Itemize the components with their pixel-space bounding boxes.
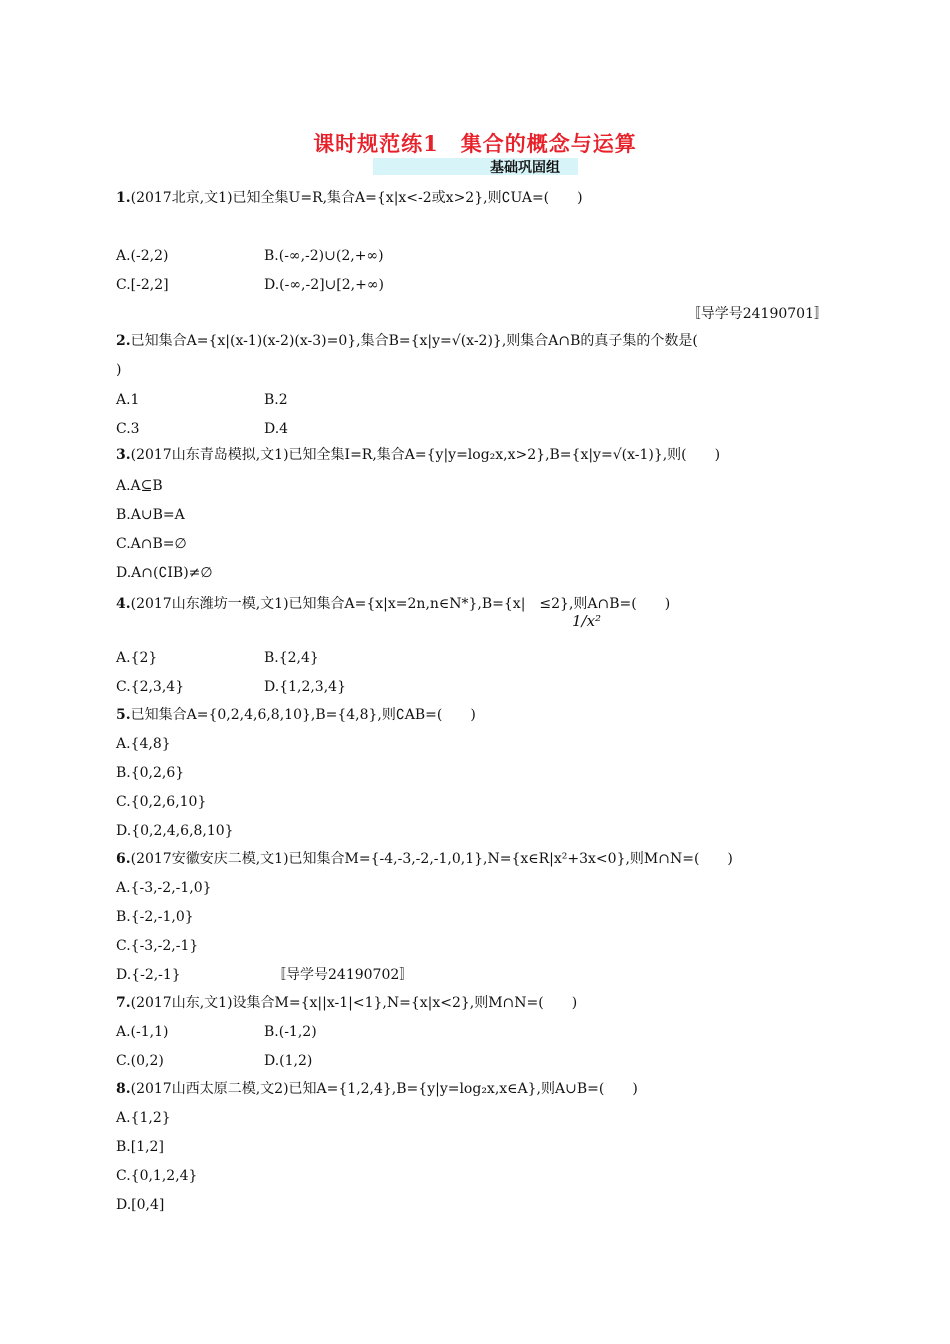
question-stem: (2017山东,文1)设集合M={x||x-1|<1},N={x|x<2},则M∩N=( )	[130, 995, 578, 1011]
option-a: A.(-2,2)	[116, 248, 169, 264]
option-a: A.{2}	[116, 650, 158, 666]
question-number: 2.	[116, 333, 131, 349]
guide-number: 〚导学号24190701〛	[686, 306, 828, 322]
guide-number: 〚导学号24190702〛	[272, 967, 414, 983]
option-a: A.{-3,-2,-1,0}	[116, 880, 212, 896]
option-c: C.{0,2,6,10}	[116, 794, 207, 810]
option-c: C.A∩B=∅	[116, 536, 187, 552]
question-5	[116, 705, 476, 725]
question-stem: (2017北京,文1)已知全集U=R,集合A={x|x<-2或x>2},则∁UA=( )	[130, 190, 583, 206]
option-b: B.(-1,2)	[264, 1024, 317, 1040]
question-number: 1.	[116, 190, 131, 206]
question-stem: (2017山东青岛模拟,文1)已知全集I=R,集合A={y|y=log₂x,x>2},B={x|y=√(x-1)},则( )	[130, 447, 721, 463]
option-d: D.4	[264, 421, 289, 437]
option-d: D.(1,2)	[264, 1053, 313, 1069]
option-c: C.{2,3,4}	[116, 679, 185, 695]
question-8	[116, 1079, 638, 1099]
question-stem: (2017山东潍坊一模,文1)已知集合A={x|x=2n,n∈N*},B={x| ≤2},则A∩B=( )	[130, 596, 671, 612]
fraction: 1/x²	[572, 612, 602, 630]
option-d: D.{0,2,4,6,8,10}	[116, 823, 234, 839]
option-b: B.(-∞,-2)∪(2,+∞)	[264, 248, 384, 264]
option-a: A.{1,2}	[116, 1110, 171, 1126]
question-6	[116, 849, 733, 869]
question-number: 6.	[116, 851, 131, 867]
question-7	[116, 993, 577, 1013]
question-number: 5.	[116, 707, 131, 723]
option-b: B.[1,2]	[116, 1139, 164, 1155]
option-c: C.3	[116, 421, 140, 437]
option-c: C.(0,2)	[116, 1053, 164, 1069]
option-b: B.A∪B=A	[116, 507, 185, 523]
option-b: B.{-2,-1,0}	[116, 909, 194, 925]
question-1	[116, 188, 583, 208]
option-a: A.(-1,1)	[116, 1024, 169, 1040]
option-d: D.[0,4]	[116, 1197, 165, 1213]
question-2	[116, 331, 698, 351]
question-stem: 已知集合A={0,2,4,6,8,10},B={4,8},则∁AB=( )	[130, 707, 476, 723]
option-a: A.A⊆B	[116, 478, 163, 494]
option-d: D.(-∞,-2]∪[2,+∞)	[264, 277, 384, 293]
option-d: D.{-2,-1}	[116, 967, 181, 983]
question-4	[116, 594, 670, 614]
question-stem-cont: )	[116, 362, 122, 378]
question-number: 7.	[116, 995, 131, 1011]
question-stem: (2017山西太原二模,文2)已知A={1,2,4},B={y|y=log₂x,x∈A},则A∪B=( )	[130, 1081, 638, 1097]
question-stem: 已知集合A={x|(x-1)(x-2)(x-3)=0},集合B={x|y=√(x-2)},则集合A∩B的真子集的个数是(	[130, 333, 698, 349]
question-number: 3.	[116, 447, 131, 463]
page-title: 课时规范练1 集合的概念与运算	[313, 131, 637, 156]
option-d: D.{1,2,3,4}	[264, 679, 346, 695]
option-c: C.{0,1,2,4}	[116, 1168, 198, 1184]
option-b: B.{2,4}	[264, 650, 319, 666]
option-b: B.{0,2,6}	[116, 765, 185, 781]
question-number: 8.	[116, 1081, 131, 1097]
question-stem: (2017安徽安庆二模,文1)已知集合M={-4,-3,-2,-1,0,1},N={x∈R|x²+3x<0},则M∩N=( )	[130, 851, 733, 867]
option-c: C.{-3,-2,-1}	[116, 938, 199, 954]
question-3	[116, 445, 720, 465]
option-b: B.2	[264, 392, 288, 408]
question-number: 4.	[116, 596, 131, 612]
option-d: D.A∩(∁IB)≠∅	[116, 565, 213, 581]
section-subtitle: 基础巩固组	[490, 160, 560, 176]
option-a: A.1	[116, 392, 140, 408]
option-a: A.{4,8}	[116, 736, 171, 752]
option-c: C.[-2,2]	[116, 277, 169, 293]
